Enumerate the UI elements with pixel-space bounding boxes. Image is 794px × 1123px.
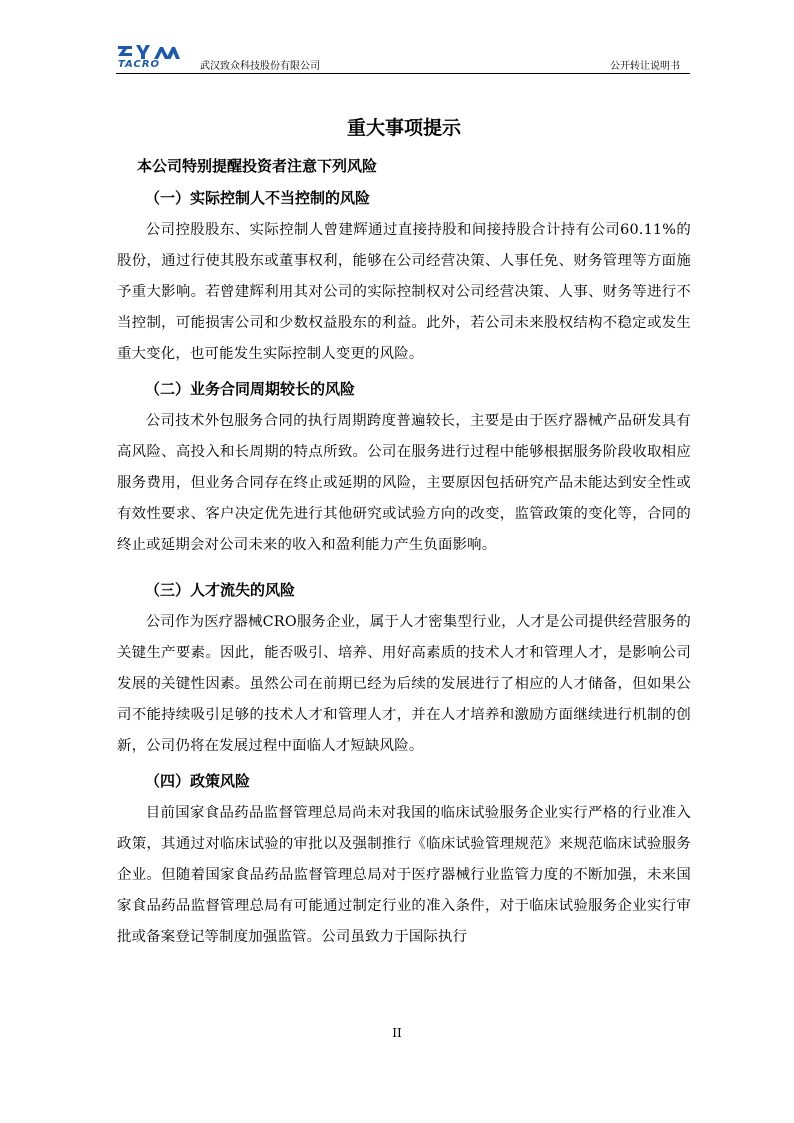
logo-text: TACRO <box>118 59 161 70</box>
page-number: II <box>392 1026 402 1040</box>
section-heading: （三）人才流失的风险 <box>145 581 296 599</box>
page-title: 重大事项提示 <box>346 117 461 139</box>
header-divider <box>116 73 690 74</box>
page-header <box>116 40 690 74</box>
section-heading: （四）政策风险 <box>145 772 251 790</box>
company-logo <box>116 43 180 73</box>
intro-heading: 本公司特别提醒投资者注意下列风险 <box>137 157 378 175</box>
page-content <box>117 112 691 953</box>
company-name: 武汉致众科技股份有限公司 <box>200 61 320 72</box>
document-type: 公开转让说明书 <box>610 61 680 72</box>
section-body: 公司技术外包服务合同的执行周期跨度普遍较长，主要是由于医疗器械产品研发具有高风险、高投入和长周期的特点所致。公司在服务进行过程中能够根据服务阶段收取相应服务费用，但业务合同存在终止或延期的风险，主要原因包括研究产品未能达到安全性或有效性要求、客户决定优先进行其他研究或试验方向的改变，监管政策的变化等，合同的终止或延期会对公司未来的收入和盈利能力产生负面影响。 <box>117 413 691 553</box>
section-body: 目前国家食品药品监督管理总局尚未对我国的临床试验服务企业实行严格的行业准入政策，其通过对临床试验的审批以及强制推行《临床试验管理规范》来规范临床试验服务企业。但随着国家食品药品监督管理总局对于医疗器械行业监管力度的不断加强，未来国家食品药品监督管理总局有可能通过制定行业的准入条件，对于临床试验服务企业实行审批或备案登记等制度加强监管。公司虽致力于国际执行 <box>117 805 691 945</box>
section-body: 公司控股股东、实际控制人曾建辉通过直接持股和间接持股合计持有公司60.11%的股份，通过行使其股东或董事权利，能够在公司经营决策、人事任免、财务管理等方面施予重大影响。若曾建辉利用其对公司的实际控制权对公司经营决策、人事、财务等进行不当控制，可能损害公司和少数权益股东的利益。此外，若公司未来股权结构不稳定或发生重大变化，也可能发生实际控制人变更的风险。 <box>117 222 691 362</box>
section-heading: （二）业务合同周期较长的风险 <box>145 380 356 398</box>
section-heading: （一）实际控制人不当控制的风险 <box>145 189 371 207</box>
spacer <box>117 561 691 571</box>
section-body: 公司作为医疗器械CRO服务企业，属于人才密集型行业，人才是公司提供经营服务的关键生产要素。因此，能否吸引、培养、用好高素质的技术人才和管理人才，是影响公司发展的关键性因素。虽然公司在前期已经为后续的发展进行了相应的人才储备，但如果公司不能持续吸引足够的技术人才和管理人才，并在人才培养和激励方面继续进行机制的创新，公司仍将在发展过程中面临人才短缺风险。 <box>117 614 691 754</box>
